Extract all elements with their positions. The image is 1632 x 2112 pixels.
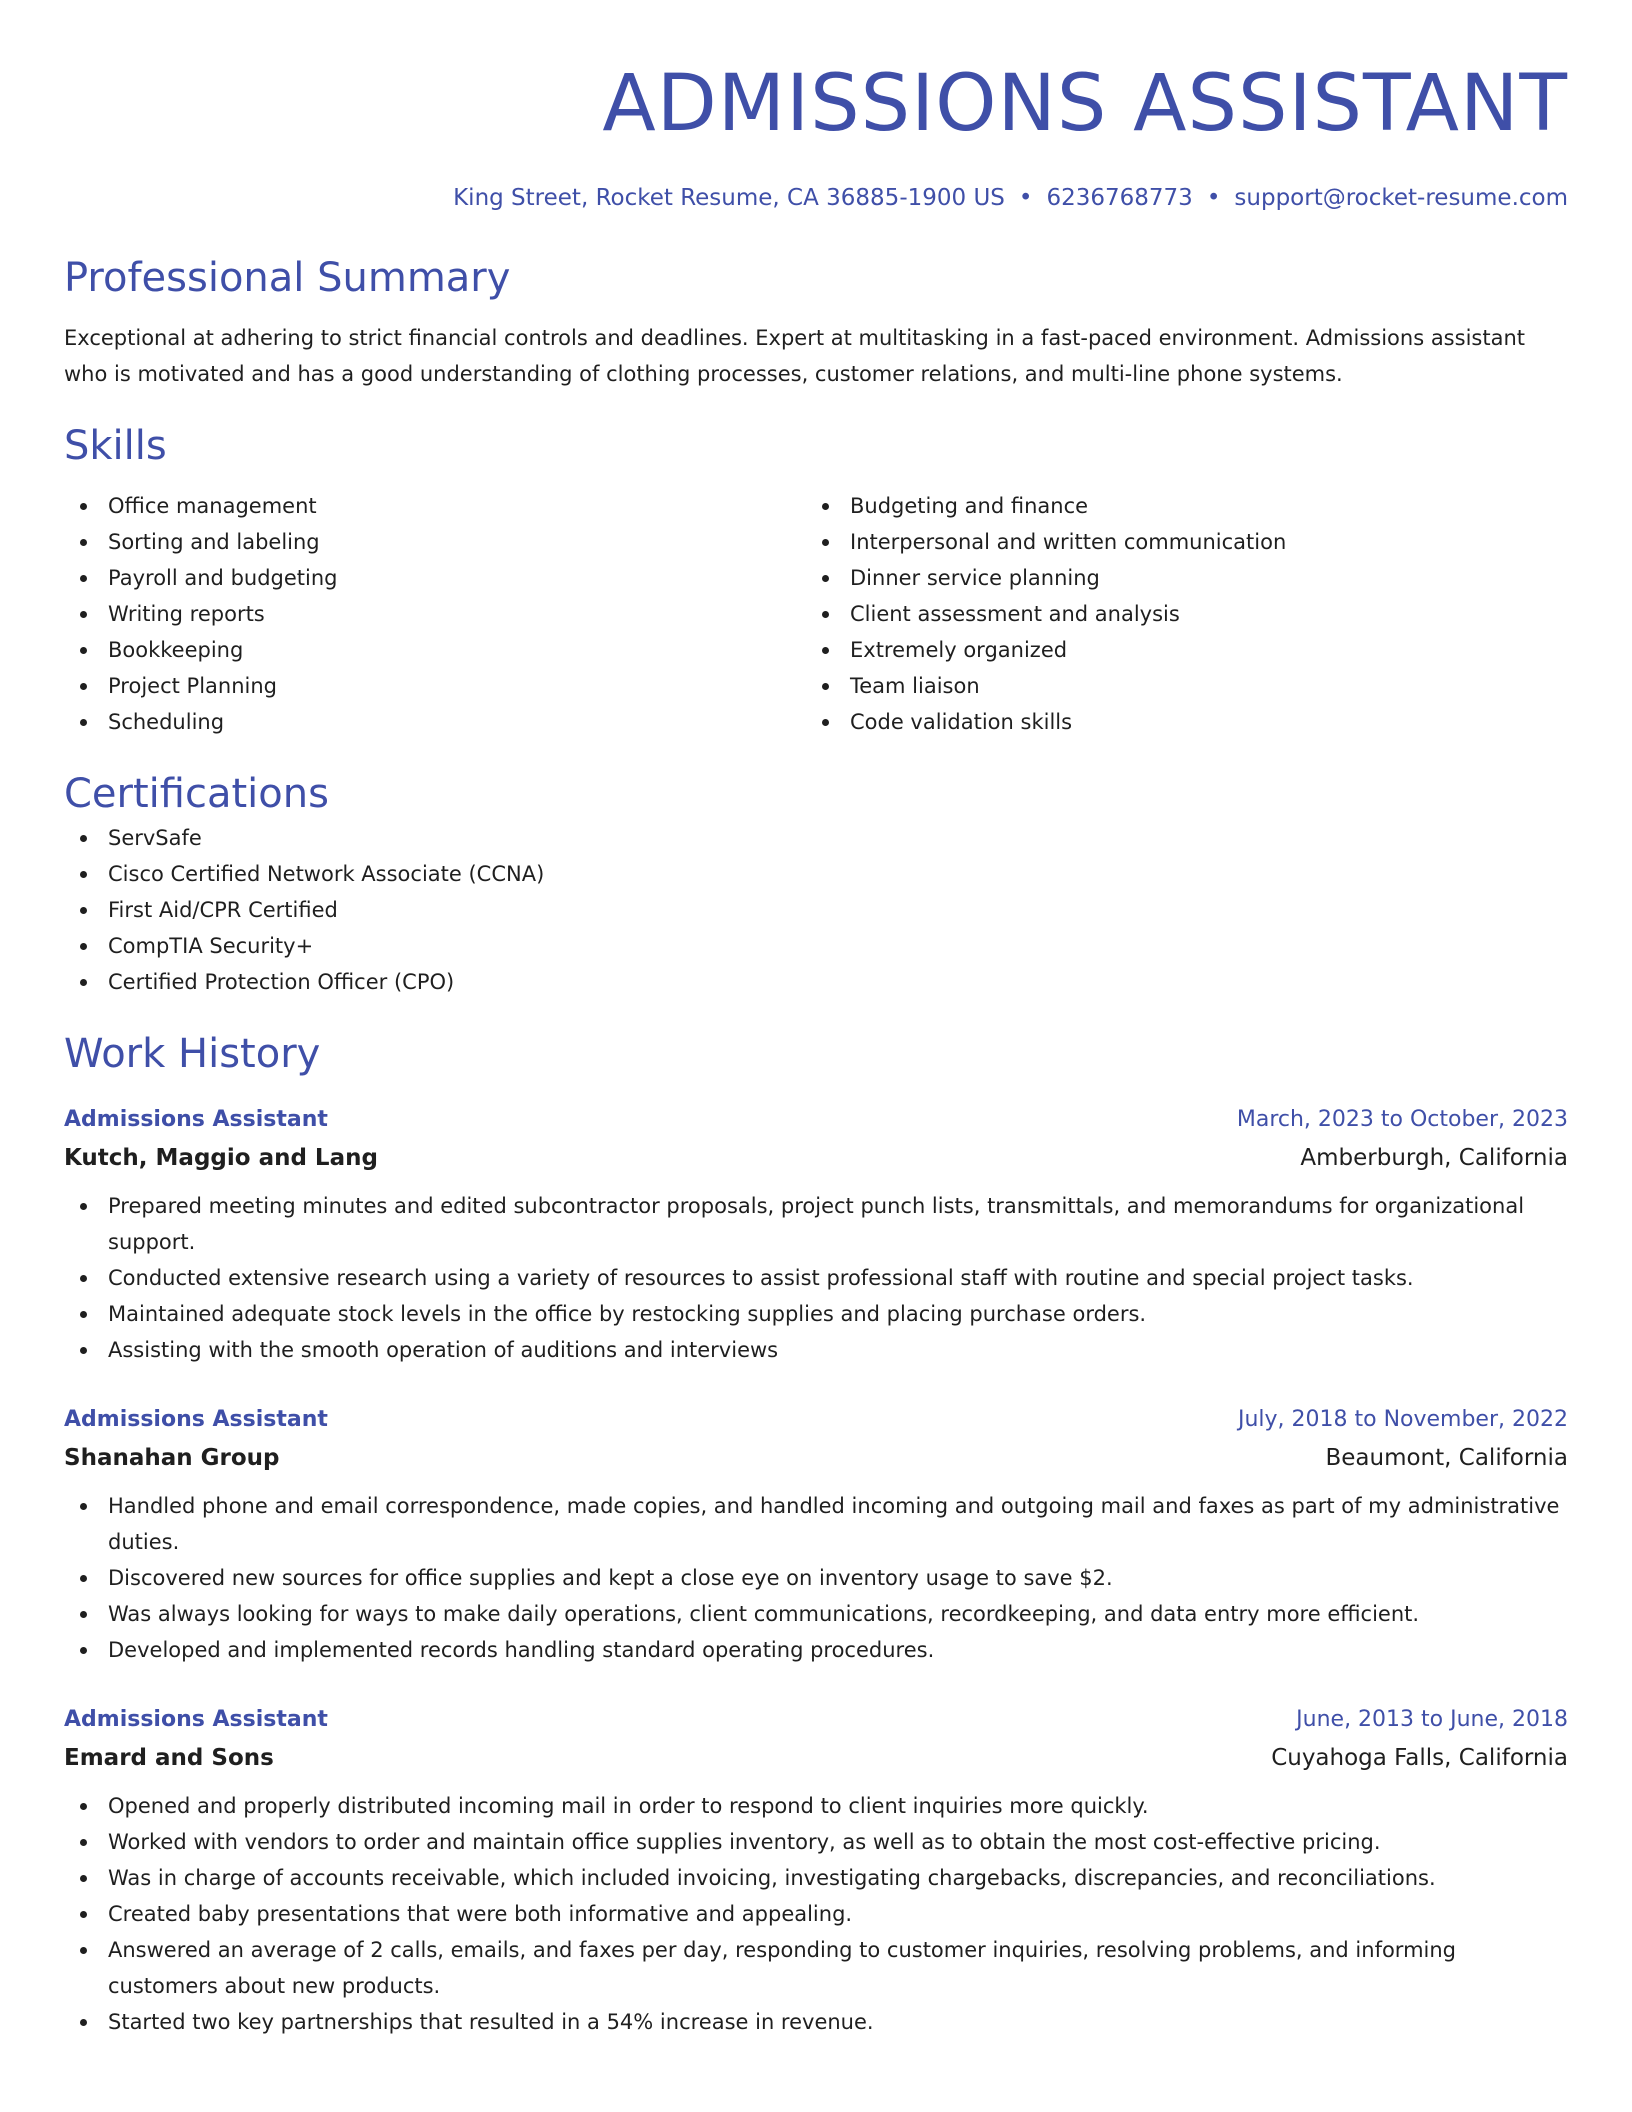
resume-name-heading: ADMISSIONS ASSISTANT: [602, 59, 1568, 149]
job-duty-item: Prepared meeting minutes and edited subcontractor proposals, project punch lists, transmittals, and memorandums for organizational support.: [64, 1188, 1568, 1260]
job-dates: July, 2018 to November, 2022: [1237, 1407, 1568, 1432]
job-company-row: [64, 1138, 1568, 1178]
certification-item: CompTIA Security+: [64, 928, 1568, 964]
job-duty-item: Started two key partnerships that resulted in a 54% increase in revenue.: [64, 2004, 1568, 2040]
job-location: Beaumont, California: [1325, 1445, 1568, 1471]
job-location: Amberburgh, California: [1300, 1145, 1568, 1171]
job-duty-item: Answered an average of 2 calls, emails, and faxes per day, responding to customer inquiries, resolving problems, and informing customers about new products.: [64, 1932, 1568, 2004]
job-company: Shanahan Group: [64, 1445, 280, 1471]
job-entry: [64, 1702, 1568, 2040]
skill-item: Office management: [64, 488, 806, 524]
certifications-section-title: Certifications: [64, 771, 329, 817]
job-company-row: [64, 1738, 1568, 1778]
job-company: Kutch, Maggio and Lang: [64, 1145, 378, 1171]
certification-item: Certified Protection Officer (CPO): [64, 964, 1568, 1000]
resume-page: [64, 0, 1568, 2040]
skill-item: Interpersonal and written communication: [806, 524, 1548, 560]
job-location: Cuyahoga Falls, California: [1271, 1745, 1568, 1771]
job-entry: [64, 1102, 1568, 1368]
contact-email: support@rocket-resume.com: [1234, 185, 1568, 211]
skill-item: Bookkeeping: [64, 632, 806, 668]
job-duty-item: Was in charge of accounts receivable, which included invoicing, investigating chargebacks, discrepancies, and reconciliations.: [64, 1860, 1568, 1896]
skill-item: Extremely organized: [806, 632, 1548, 668]
job-company-row: [64, 1438, 1568, 1478]
skill-item: Dinner service planning: [806, 560, 1548, 596]
summary-text: Exceptional at adhering to strict financial controls and deadlines. Expert at multitasking in a fast-paced environment. Admissions assistant who is motivated and has a good understanding of clothing processes, customer relations, and multi-line phone systems.: [64, 326, 1525, 386]
job-duty-item: Was always looking for ways to make daily operations, client communications, recordkeeping, and data entry more efficient.: [64, 1596, 1568, 1632]
skill-item: Writing reports: [64, 596, 806, 632]
contact-line: [64, 182, 1568, 214]
job-entry: [64, 1402, 1568, 1668]
job-title: Admissions Assistant: [64, 1107, 328, 1132]
job-duties-list: [64, 1788, 1568, 2040]
job-header-row: [64, 1402, 1568, 1438]
summary-section-title: Professional Summary: [64, 255, 511, 301]
certifications-list: [64, 820, 1568, 1000]
job-duty-item: Worked with vendors to order and maintain office supplies inventory, as well as to obtain the most cost-effective pricing.: [64, 1824, 1568, 1860]
job-header-row: [64, 1702, 1568, 1738]
job-duty-item: Discovered new sources for office supplies and kept a close eye on inventory usage to save $2.: [64, 1560, 1568, 1596]
job-duty-item: Created baby presentations that were both informative and appealing.: [64, 1896, 1568, 1932]
skills-columns: [64, 488, 1568, 740]
job-dates: June, 2013 to June, 2018: [1296, 1707, 1568, 1732]
certification-item: Cisco Certified Network Associate (CCNA): [64, 856, 1568, 892]
job-duty-item: Developed and implemented records handling standard operating procedures.: [64, 1632, 1568, 1668]
job-duty-item: Handled phone and email correspondence, made copies, and handled incoming and outgoing mail and faxes as part of my administrative duties.: [64, 1488, 1568, 1560]
job-dates: March, 2023 to October, 2023: [1236, 1107, 1568, 1132]
certification-item: ServSafe: [64, 820, 1568, 856]
contact-phone: 6236768773: [1046, 185, 1193, 211]
contact-separator: •: [1206, 185, 1221, 211]
skill-item: Budgeting and finance: [806, 488, 1548, 524]
skill-item: Scheduling: [64, 704, 806, 740]
certification-item: First Aid/CPR Certified: [64, 892, 1568, 928]
skill-item: Project Planning: [64, 668, 806, 704]
job-duty-item: Assisting with the smooth operation of auditions and interviews: [64, 1332, 1568, 1368]
work-history-section-title: Work History: [64, 1031, 321, 1077]
contact-separator: •: [1018, 185, 1033, 211]
job-duty-item: Conducted extensive research using a variety of resources to assist professional staff with routine and special project tasks.: [64, 1260, 1568, 1296]
job-duty-item: Opened and properly distributed incoming mail in order to respond to client inquiries more quickly.: [64, 1788, 1568, 1824]
job-duties-list: [64, 1188, 1568, 1368]
skill-item: Sorting and labeling: [64, 524, 806, 560]
job-duties-list: [64, 1488, 1568, 1668]
contact-address: King Street, Rocket Resume, CA 36885-1900 US: [453, 185, 1005, 211]
skills-list-left: [64, 488, 806, 740]
job-duty-item: Maintained adequate stock levels in the office by restocking supplies and placing purchase orders.: [64, 1296, 1568, 1332]
job-title: Admissions Assistant: [64, 1407, 328, 1432]
job-title: Admissions Assistant: [64, 1707, 328, 1732]
skill-item: Team liaison: [806, 668, 1548, 704]
skill-item: Payroll and budgeting: [64, 560, 806, 596]
job-company: Emard and Sons: [64, 1745, 274, 1771]
skill-item: Code validation skills: [806, 704, 1548, 740]
skill-item: Client assessment and analysis: [806, 596, 1548, 632]
job-header-row: [64, 1102, 1568, 1138]
skills-list-right: [806, 488, 1548, 740]
skills-section-title: Skills: [64, 423, 167, 469]
